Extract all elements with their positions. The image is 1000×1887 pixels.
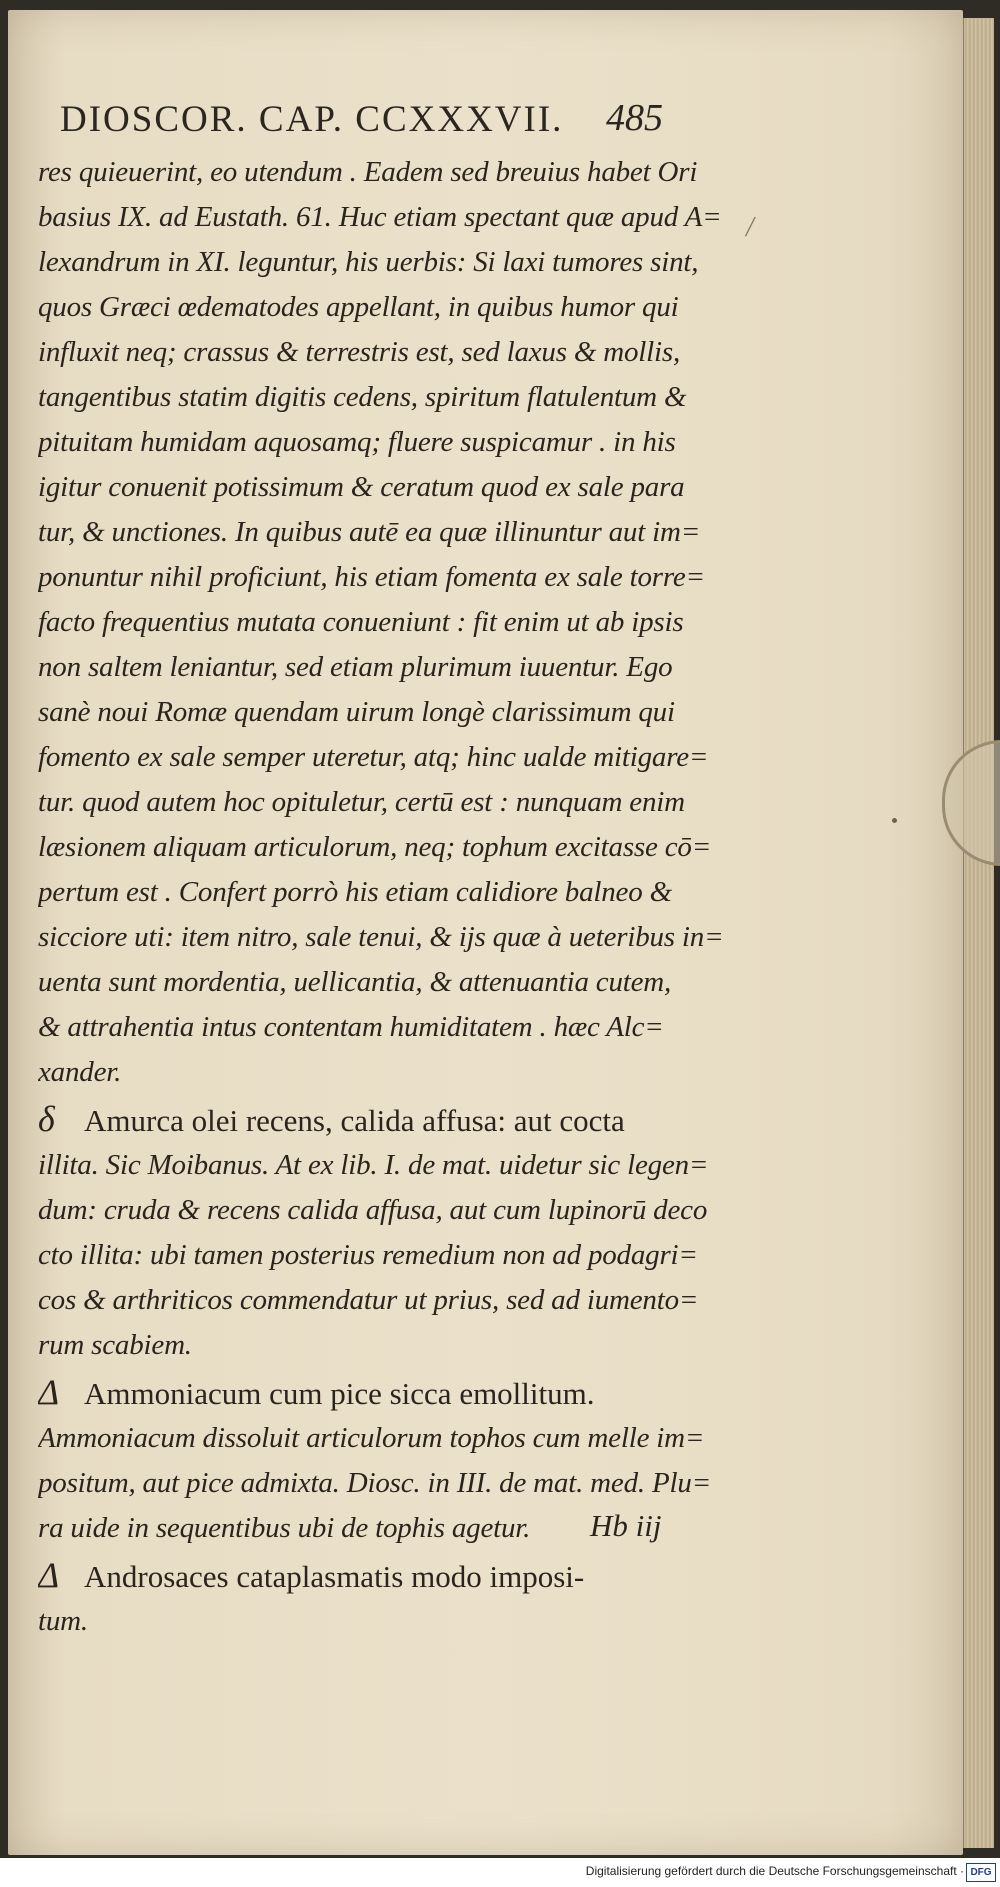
text-line: cos & arthriticos commendatur ut prius, sed ad iumento= [38,1284,699,1316]
text-line: quos Græci œdematodes appellant, in quibus humor qui [38,291,679,323]
text-line: ra uide in sequentibus ubi de tophis agetur. [38,1512,531,1544]
text-line: fomento ex sale semper uteretur, atq; hinc ualde mitigare= [38,741,709,773]
signature-mark: Hb iij [590,1508,662,1543]
text-line: cto illita: ubi tamen posterius remedium non ad podagri= [38,1239,698,1271]
entry-lemma: Androsaces cataplasmatis modo imposi- [84,1559,585,1594]
entry-marker-icon: Δ [38,1372,60,1412]
commentary-paragraph [38,150,738,1095]
entry-heading [38,1551,738,1599]
text-line: sicciore uti: item nitro, sale tenui, & ijs quæ à ueteribus in= [38,921,724,953]
margin-pencil-mark: / [746,212,754,243]
text-line: tangentibus statim digitis cedens, spiritum flatulentum & [38,381,687,413]
text-line: basius IX. ad Eustath. 61. Huc etiam spectant quæ apud A= [38,201,722,233]
dfg-logo-icon: DFG [966,1863,996,1882]
entry-marker-icon: δ [38,1099,55,1139]
page-body-text [38,150,738,1644]
text-line: rum scabiem. [38,1329,192,1361]
text-line: tur. quod autem hoc opituletur, certū est : nunquam enim [38,786,685,818]
running-header: DIOSCOR. CAP. CCXXXVII. [60,99,564,140]
text-line: igitur conuenit potissimum & ceratum quod ex sale para [38,471,685,503]
text-line: facto frequentius mutata conueniunt : fit enim ut ab ipsis [38,606,684,638]
entry-heading [38,1095,738,1143]
text-line: ponuntur nihil proficiunt, his etiam fomenta ex sale torre= [38,561,705,593]
text-line: tum. [38,1605,88,1637]
text-line: pertum est . Confert porrò his etiam calidiore balneo & [38,876,672,908]
text-line: positum, aut pice admixta. Diosc. in III. de mat. med. Plu= [38,1467,712,1499]
text-line: uenta sunt mordentia, uellicantia, & attenuantia cutem, [38,966,672,998]
text-line: sanè noui Romæ quendam uirum longè clarissimum qui [38,696,675,728]
text-line: tur, & unctiones. In quibus autē ea quæ illinuntur aut im= [38,516,701,548]
entry-lemma: Ammoniacum cum pice sicca emollitum. [84,1376,595,1411]
entry-heading [38,1368,738,1416]
page-edges [963,18,994,1848]
text-line: & attrahentia intus contentam humiditatem . hæc Alc= [38,1011,664,1043]
page-number: 485 [606,97,663,139]
entry-marker-icon: Δ [38,1555,60,1595]
text-line: pituitam humidam aquosamq; fluere suspicamur . in his [38,426,676,458]
digitization-footer [0,1858,1000,1887]
entry-lemma: Amurca olei recens, calida affusa: aut cocta [84,1103,625,1138]
text-line: illita. Sic Moibanus. At ex lib. I. de mat. uidetur sic legen= [38,1149,709,1181]
text-line: lexandrum in XI. leguntur, his uerbis: Si laxi tumores sint, [38,246,699,278]
footer-credit: Digitalisierung gefördert durch die Deutsche Forschungsgemeinschaft · [585,1864,964,1878]
text-line: læsionem aliquam articulorum, neq; tophum excitasse cō= [38,831,712,863]
text-line: dum: cruda & recens calida affusa, aut cum lupinorū deco [38,1194,708,1226]
text-line: res quieuerint, eo utendum . Eadem sed breuius habet Ori [38,156,698,188]
text-line: influxit neq; crassus & terrestris est, sed laxus & mollis, [38,336,681,368]
ink-spot [892,818,897,823]
entry-list [38,1095,738,1644]
text-line: Ammoniacum dissoluit articulorum tophos cum melle im= [38,1422,705,1454]
text-line: non saltem leniantur, sed etiam plurimum iuuentur. Ego [38,651,673,683]
text-line: xander. [38,1056,122,1088]
